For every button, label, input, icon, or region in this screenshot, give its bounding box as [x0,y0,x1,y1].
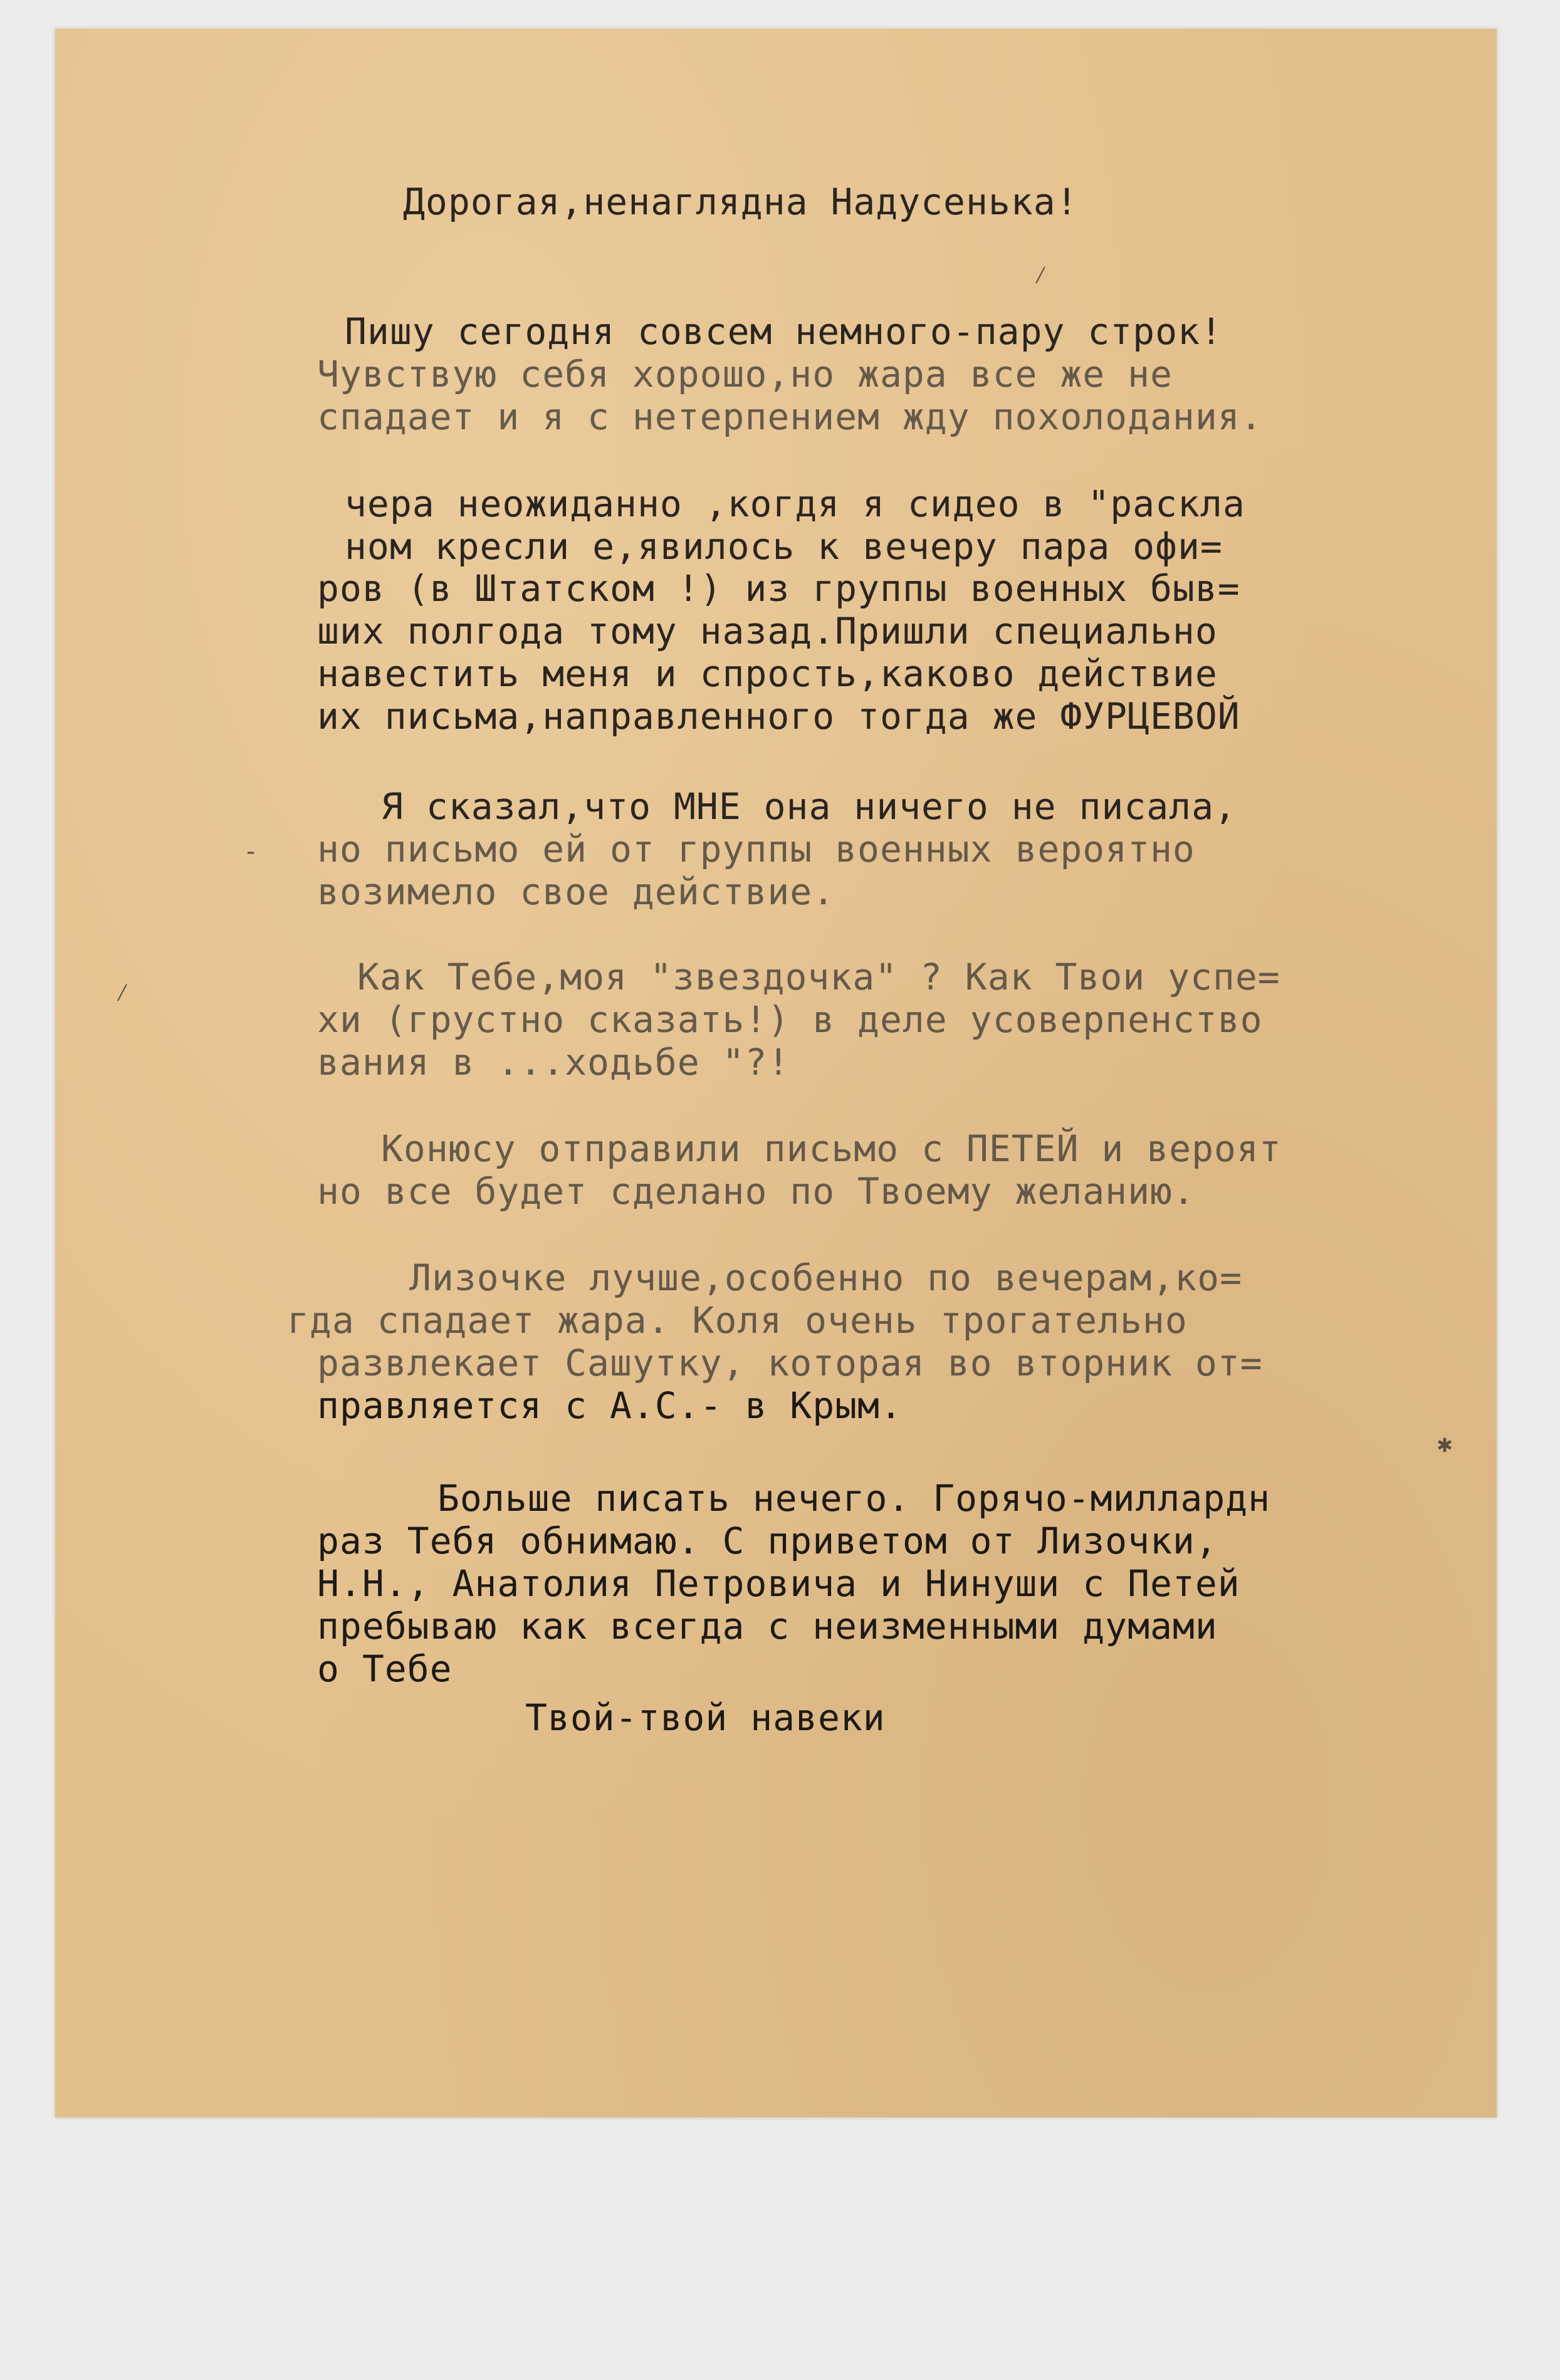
pen-mark: - [243,837,259,866]
letter-body [55,29,1497,2380]
paragraph-6-line-3: развлекает Сашутку, которая во вторник от= [317,1342,1263,1384]
paragraph-5-line-1: Конюсу отправили письмо с ПЕТЕЙ и вероят [381,1127,1282,1170]
salutation: Дорогая,ненаглядна Надусенька! [403,180,1079,223]
paragraph-3-line-3: возимело свое действие. [317,870,835,913]
paragraph-7-line-3: Н.Н., Анатолия Петровича и Нинуши с Петей [317,1562,1240,1605]
paragraph-7-line-1: Больше писать нечего. Горячо-миллардн [437,1477,1271,1520]
pen-mark: ⁄ [115,978,131,1007]
paragraph-6-line-2: гда спадает жара. Коля очень трогательно [287,1299,1188,1342]
pen-mark: ✱ [1437,1429,1453,1458]
signature: Твой-твой навеки [525,1696,886,1739]
paragraph-1-line-3: спадает и я с нетерпением жду похолодания. [317,395,1263,438]
paragraph-6-line-1: Лизочке лучше,особенно по вечерам,ко= [409,1256,1243,1299]
paragraph-4-line-1: Как Тебе,моя "звездочка" ? Как Твои успе= [357,956,1280,998]
paragraph-2-line-3: ров (в Штатском !) из группы военных быв= [317,567,1240,610]
letter-sheet [55,29,1497,2117]
paragraph-5-line-2: но все будет сделано по Твоему желанию. [317,1170,1195,1213]
paragraph-2-line-5: навестить меня и спрость,каково действие [317,652,1218,695]
paragraph-7-line-2: раз Тебя обнимаю. С приветом от Лизочки, [317,1520,1218,1562]
paragraph-3-line-2: но письмо ей от группы военных вероятно [317,828,1195,870]
paragraph-4-line-3: вания в ...ходьбе "?! [317,1041,790,1083]
paragraph-7-line-4: пребываю как всегда с неизменными думами [317,1605,1218,1647]
paragraph-1-line-1: Пишу сегодня совсем немного-пару строк! [345,310,1223,353]
paragraph-3-line-1: Я сказал,что МНЕ она ничего не писала, [381,785,1237,828]
paragraph-4-line-2: хи (грустно сказать!) в деле усоверпенство [317,998,1263,1041]
pen-mark: ⁄ [1033,261,1049,290]
paragraph-1-line-2: Чувствую себя хорошо,но жара все же не [317,353,1173,395]
paragraph-6-line-4: правляется с А.С.- в Крым. [317,1384,903,1427]
paragraph-7-line-5: о Тебе [317,1647,453,1690]
paragraph-2-line-4: ших полгода тому назад.Пришли специально [317,610,1218,652]
paragraph-2-line-1: чера неожиданно ,когдя я сидео в "раскла [345,483,1245,525]
paragraph-2-line-6: их письма,направленного тогда же ФУРЦЕВОЙ [317,695,1240,738]
paragraph-2-line-2: ном кресли е,явилось к вечеру пара офи= [345,525,1223,568]
